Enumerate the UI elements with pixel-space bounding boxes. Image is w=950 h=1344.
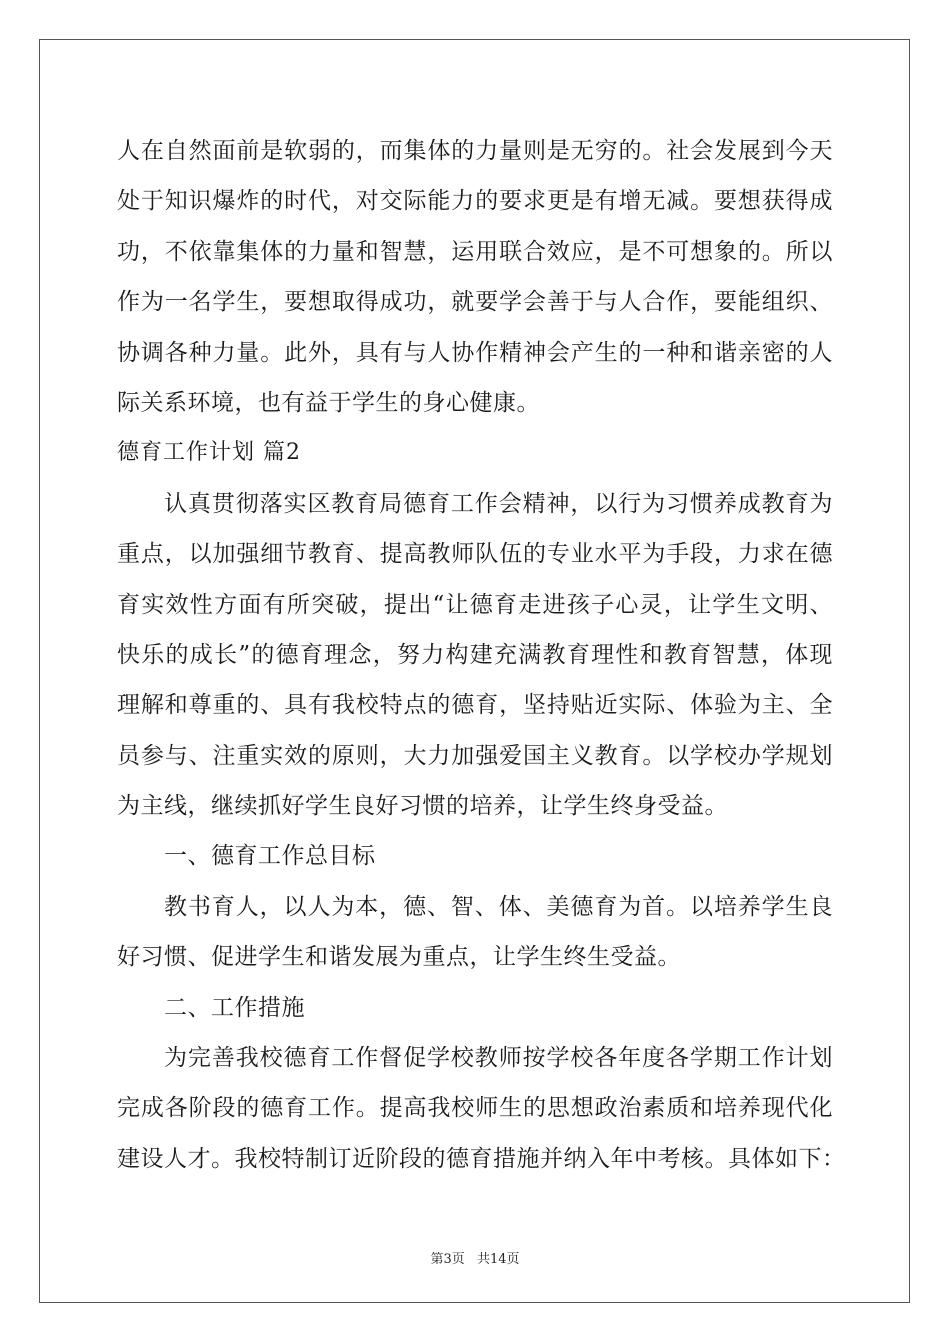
page-total: 共14页 [476, 1252, 520, 1267]
section-heading: 德育工作计划 篇2 [117, 440, 301, 466]
text-line: 育实效性方面有所突破，提出“让德育走进孩子心灵，让学生文明、 [117, 591, 833, 618]
text-line: 处于知识爆炸的时代，对交际能力的要求更是有增无减。要想获得成 [117, 188, 833, 215]
text-line: 功，不依靠集体的力量和智慧，运用联合效应，是不可想象的。所以 [117, 238, 833, 265]
text-line: 好习惯、促进学生和谐发展为重点，让学生终生受益。 [117, 944, 681, 971]
page-footer [0, 1248, 950, 1267]
text-line: 际关系环境，也有益于学生的身心健康。 [117, 389, 540, 416]
text-line: 认真贯彻落实区教育局德育工作会精神，以行为习惯养成教育为 [164, 490, 833, 517]
document-body [117, 126, 846, 1184]
text-line: 为完善我校德育工作督促学校教师按学校各年度各学期工作计划 [164, 1045, 833, 1072]
text-line: 完成各阶段的德育工作。提高我校师生的思想政治素质和培养现代化 [117, 1095, 833, 1122]
subsection-heading: 二、工作措施 [164, 994, 305, 1021]
text-line: 员参与、注重实效的原则，大力加强爱国主义教育。以学校办学规划 [117, 742, 833, 769]
text-line: 快乐的成长”的德育理念，努力构建充满教育理性和教育智慧，体现 [117, 641, 833, 668]
text-line: 人在自然面前是软弱的，而集体的力量则是无穷的。社会发展到今天 [117, 138, 833, 164]
text-line: 为主线，继续抓好学生良好习惯的培养，让学生终身受益。 [117, 793, 728, 820]
text-line: 建设人才。我校特制订近阶段的德育措施并纳入年中考核。具体如下： [117, 1145, 846, 1172]
text-line: 协调各种力量。此外，具有与人协作精神会产生的一种和谐亲密的人 [117, 339, 833, 366]
text-line: 教书育人，以人为本，德、智、体、美德育为首。以培养学生良 [164, 893, 833, 920]
text-line: 重点，以加强细节教育、提高教师队伍的专业水平为手段，力求在德 [117, 541, 833, 568]
subsection-heading: 一、德育工作总目标 [164, 843, 376, 870]
page-number: 第3页 [430, 1252, 465, 1267]
text-line: 作为一名学生，要想取得成功，就要学会善于与人合作，要能组织、 [117, 289, 833, 316]
text-line: 理解和尊重的、具有我校特点的德育，坚持贴近实际、体验为主、全 [117, 692, 833, 719]
